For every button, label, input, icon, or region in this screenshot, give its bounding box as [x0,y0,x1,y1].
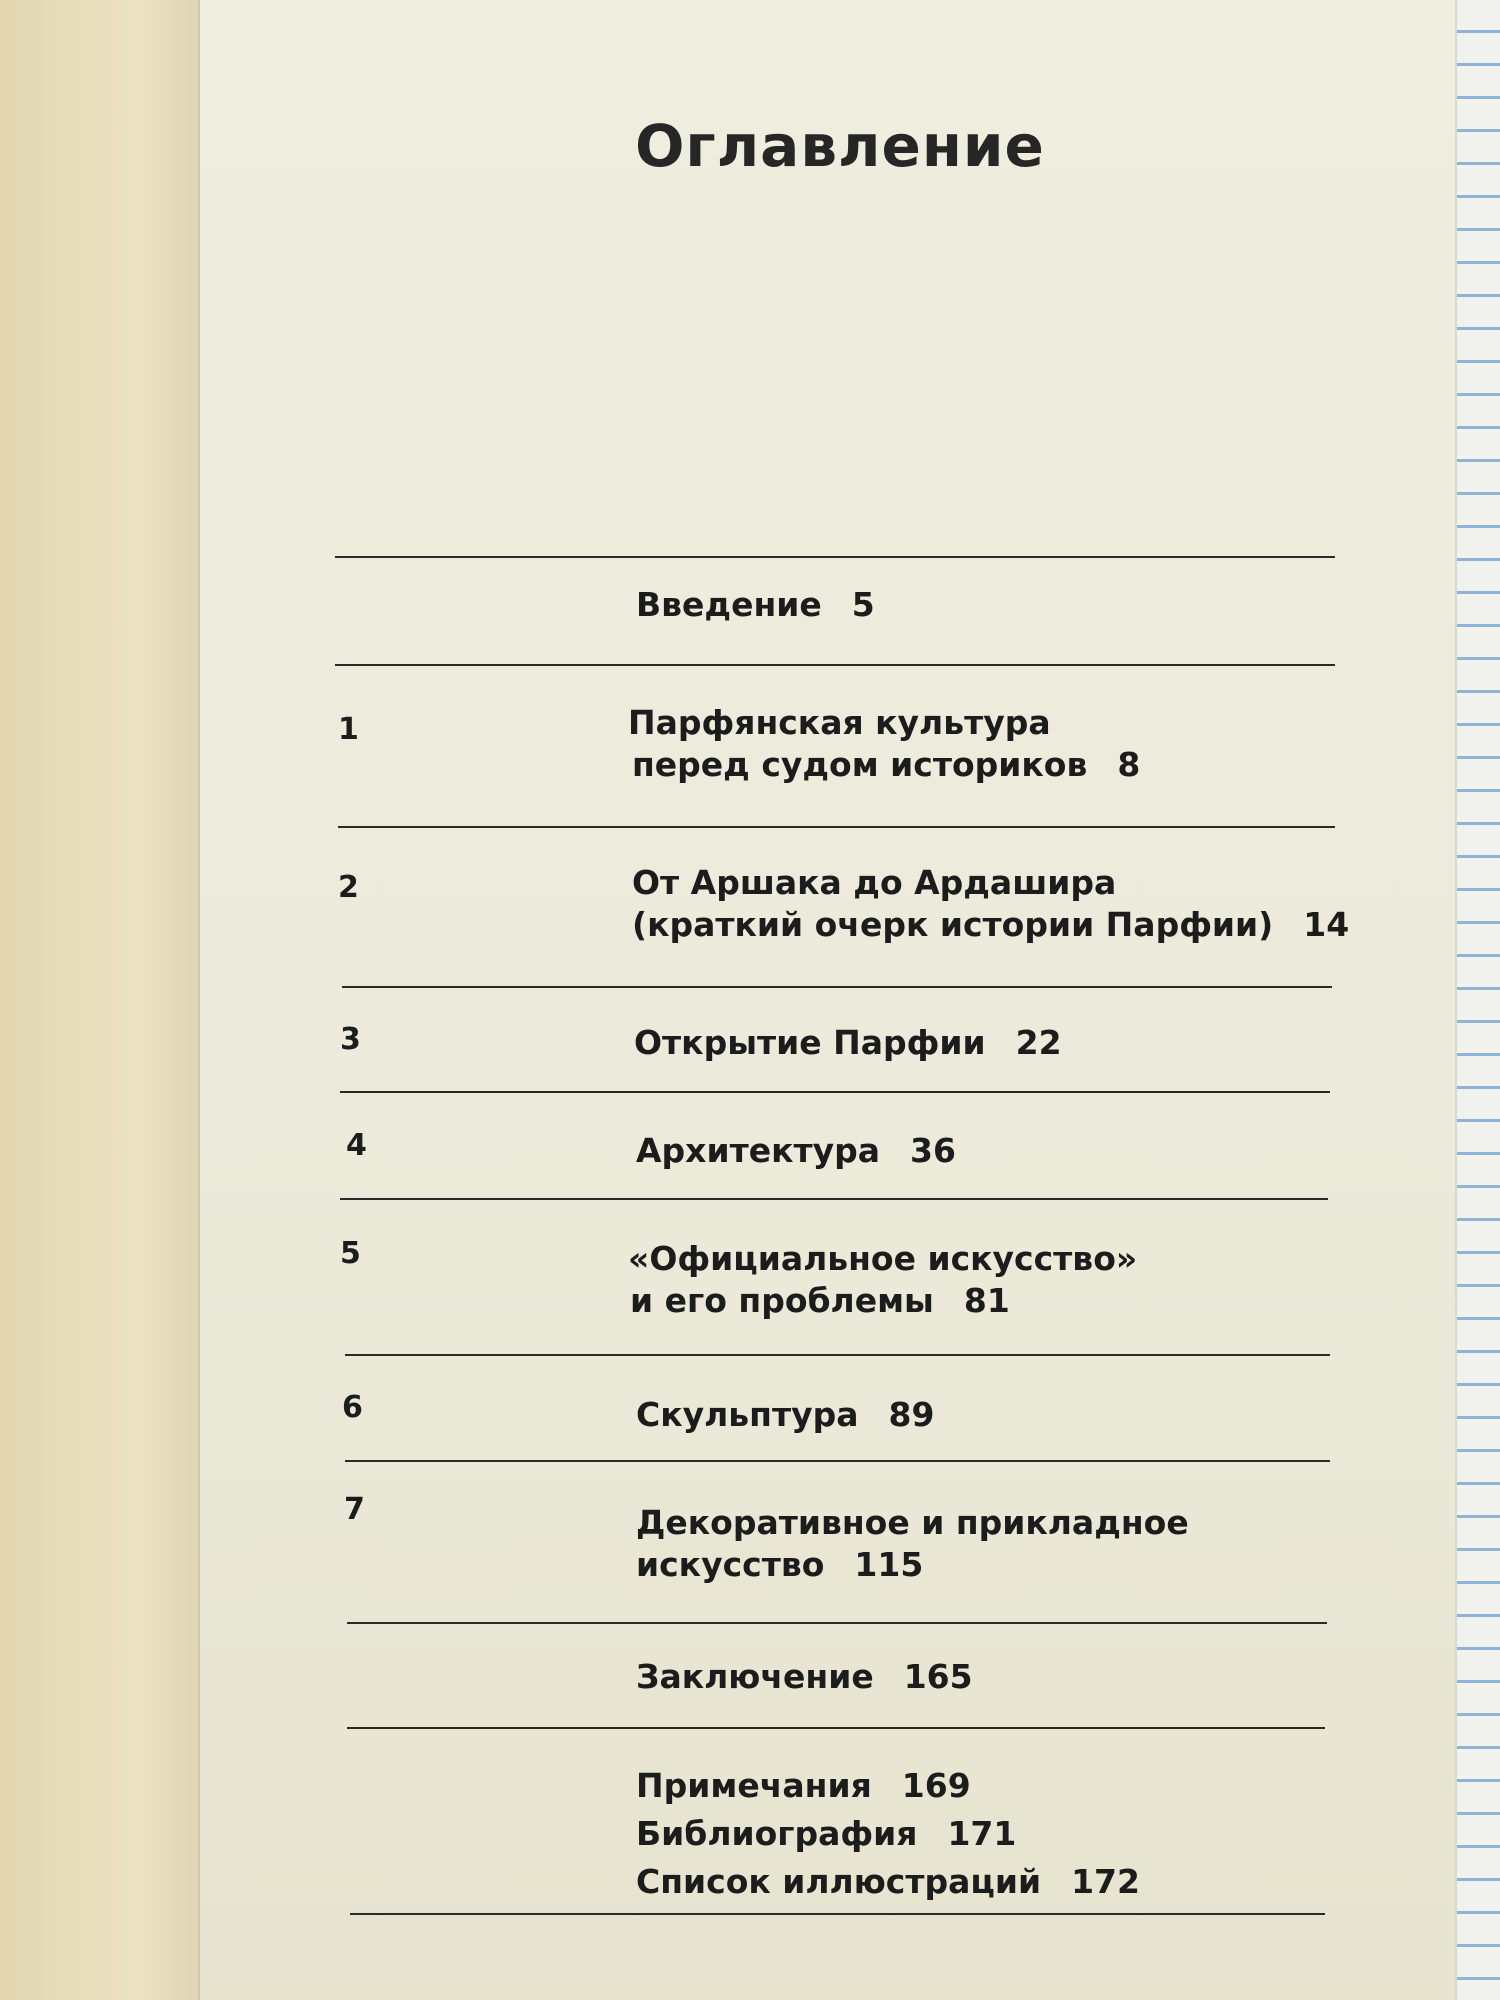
toc-chapter-5 [628,1238,1137,1322]
toc-divider [335,556,1335,558]
toc-intro [636,584,875,626]
entry-line: От Аршака до Ардашира [632,863,1117,902]
entry-page: 14 [1303,905,1350,944]
toc-conclusion [636,1656,973,1698]
toc-divider [347,1727,1325,1729]
left-page-edge [0,0,200,2000]
toc-divider [345,1460,1330,1462]
toc-chapter-7 [636,1502,1189,1586]
entry-page: 22 [1015,1023,1062,1062]
entry-page: 81 [963,1281,1010,1320]
page-title: Оглавление [635,112,1045,180]
entry-label: Список иллюстраций [636,1862,1042,1901]
chapter-number: 3 [340,1022,361,1057]
entry-page: 172 [1071,1862,1140,1901]
entry-page: 89 [888,1395,935,1434]
entry-page: 169 [901,1766,971,1805]
entry-line: искусство [636,1545,825,1584]
entry-line: Скульптура [636,1395,859,1434]
notebook-edge [1455,0,1500,2000]
toc-divider [340,1091,1330,1093]
entry-line: (краткий очерк истории Парфии) [632,905,1274,944]
toc-chapter-2 [632,862,1349,946]
toc-chapter-1 [628,702,1140,786]
entry-line: Открытие Парфии [634,1023,986,1062]
chapter-number: 2 [338,870,359,905]
chapter-number: 4 [346,1128,367,1163]
chapter-number: 1 [338,712,359,747]
toc-chapter-6 [636,1394,934,1436]
toc-divider [347,1622,1327,1624]
entry-label: Заключение [636,1657,874,1696]
chapter-number: 5 [340,1236,361,1271]
entry-line: Декоративное и прикладное [636,1503,1189,1542]
entry-line: Архитектура [636,1131,881,1170]
toc-divider [350,1913,1325,1915]
entry-page: 5 [851,585,875,624]
toc-divider [345,1354,1330,1356]
toc-chapter-4 [636,1130,956,1172]
toc-chapter-3 [634,1022,1062,1064]
book-page [200,0,1455,2000]
chapter-number: 7 [344,1492,365,1527]
entry-label: Примечания [636,1766,872,1805]
toc-divider [340,1198,1328,1200]
entry-page: 115 [854,1545,924,1584]
entry-line: перед судом историков [632,745,1088,784]
entry-label: Введение [636,585,822,624]
entry-page: 171 [947,1814,1017,1853]
entry-line: «Официальное искусство» [628,1239,1138,1278]
toc-divider [338,826,1335,828]
entry-line: и его проблемы [630,1281,934,1320]
entry-page: 36 [910,1131,956,1170]
toc-divider [335,664,1335,666]
toc-divider [342,986,1332,988]
chapter-number: 6 [342,1390,363,1425]
entry-page: 8 [1117,745,1141,784]
entry-page: 165 [903,1657,973,1696]
entry-label: Библиография [636,1814,918,1853]
entry-line: Парфянская культура [628,703,1051,742]
toc-back-matter [636,1762,1140,1906]
